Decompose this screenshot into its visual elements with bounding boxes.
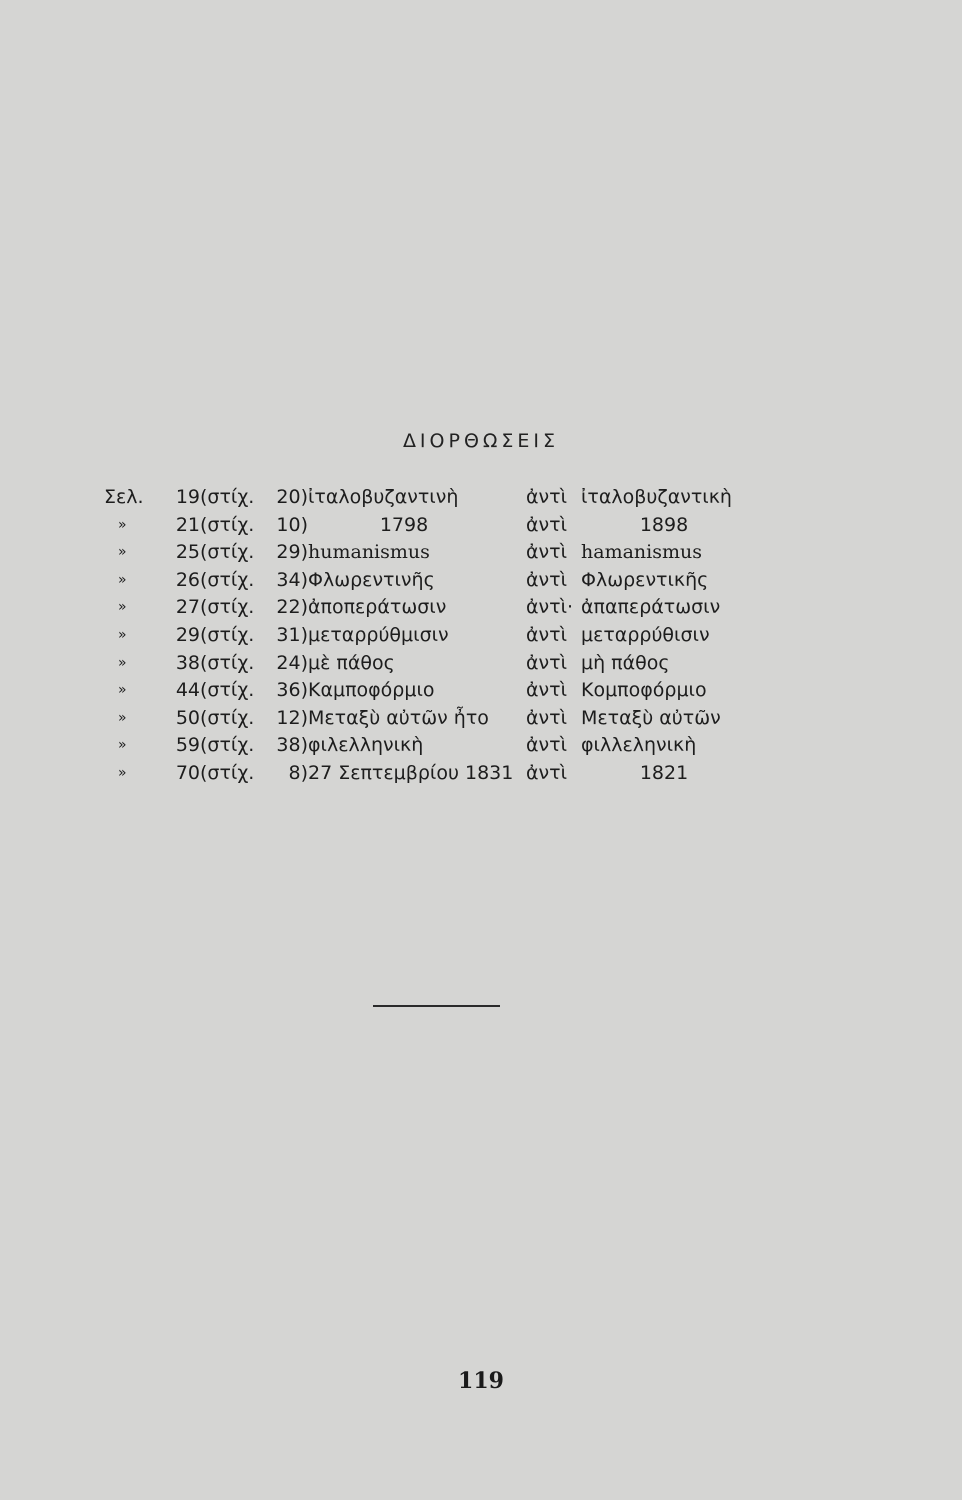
- line-abbrev: (στίχ.: [200, 623, 255, 646]
- correct-text: Κομποφόρμιο: [581, 679, 707, 702]
- ditto-mark: »: [118, 516, 127, 533]
- ditto-mark: »: [118, 544, 127, 561]
- ditto-mark: »: [118, 626, 127, 643]
- instead-of: ἀντὶ: [526, 679, 568, 702]
- line-ref: 31): [276, 623, 308, 646]
- wrong-text: Καμποφόρμιο: [308, 679, 435, 702]
- line-abbrev: (στίχ.: [200, 679, 255, 702]
- correct-text: μεταρρύθισιν: [581, 623, 710, 646]
- page-ref: 70: [175, 761, 200, 784]
- line-abbrev: (στίχ.: [200, 513, 255, 536]
- errata-row: [104, 677, 764, 705]
- wrong-text: Φλωρεντινῆς: [308, 568, 435, 591]
- wrong-text: ἀποπεράτωσιν: [308, 596, 447, 619]
- line-ref: 20): [276, 486, 308, 508]
- wrong-text: ἰταλοβυζαντινὴ: [308, 486, 459, 508]
- page-ref: 38: [175, 651, 200, 674]
- wrong-text: Μεταξὺ αὐτῶν ἦτο: [308, 706, 489, 729]
- wrong-text: 27 Σεπτεμβρίου 1831: [308, 761, 514, 784]
- line-abbrev: (στίχ.: [200, 596, 255, 619]
- correct-text: Φλωρεντικῆς: [581, 568, 709, 591]
- errata-row: [104, 760, 764, 788]
- line-abbrev: (στίχ.: [200, 734, 255, 757]
- wrong-text: μὲ πάθος: [308, 651, 395, 674]
- wrong-text: humanismus: [308, 541, 430, 564]
- line-ref: 34): [276, 568, 308, 591]
- line-abbrev: (στίχ.: [200, 651, 255, 674]
- page-ref: 26: [175, 568, 200, 591]
- errata-row: [104, 512, 764, 540]
- wrong-text: μεταρρύθμισιν: [308, 623, 449, 646]
- errata-row: [104, 539, 764, 567]
- instead-of: ἀντὶ: [526, 761, 568, 784]
- page-ref: 25: [175, 541, 200, 564]
- horizontal-rule: [373, 1005, 500, 1007]
- errata-row: [104, 622, 764, 650]
- instead-of: ἀντὶ: [526, 623, 568, 646]
- line-ref: 10): [276, 513, 308, 536]
- wrong-text: φιλελληνικὴ: [308, 734, 424, 757]
- page-prefix: Σελ.: [104, 486, 144, 508]
- line-abbrev: (στίχ.: [200, 761, 255, 784]
- line-ref: 12): [276, 706, 308, 729]
- instead-of: ἀντὶ: [526, 541, 568, 564]
- page-ref: 27: [175, 596, 200, 619]
- errata-row: [104, 705, 764, 733]
- ditto-mark: »: [118, 599, 127, 616]
- instead-of: ἀντὶ: [526, 486, 568, 508]
- instead-of: ἀντὶ: [526, 568, 568, 591]
- errata-row: [104, 650, 764, 678]
- page-number: 119: [458, 1368, 504, 1394]
- instead-of: ἀντὶ·: [526, 596, 574, 619]
- errata-row: [104, 594, 764, 622]
- correct-text: μὴ πάθος: [581, 651, 670, 674]
- errata-row: [104, 567, 764, 595]
- instead-of: ἀντὶ: [526, 706, 568, 729]
- ditto-mark: »: [118, 709, 127, 726]
- correct-text: ἰταλοβυζαντικὴ: [581, 486, 732, 508]
- instead-of: ἀντὶ: [526, 651, 568, 674]
- errata-row: [104, 484, 764, 512]
- line-ref: 36): [276, 679, 308, 702]
- line-ref: 22): [276, 596, 308, 619]
- line-ref: 29): [276, 541, 308, 564]
- ditto-mark: »: [118, 764, 127, 781]
- correct-text: ἀπαπεράτωσιν: [581, 596, 721, 619]
- errata-list: [104, 484, 764, 788]
- line-abbrev: (στίχ.: [200, 568, 255, 591]
- page-ref: 50: [175, 706, 200, 729]
- line-ref: 8): [288, 761, 308, 784]
- correct-text: Μεταξὺ αὐτῶν: [581, 706, 721, 729]
- instead-of: ἀντὶ: [526, 734, 568, 757]
- page-ref: 21: [175, 513, 200, 536]
- ditto-mark: »: [118, 737, 127, 754]
- line-abbrev: (στίχ.: [200, 541, 255, 564]
- page-ref: 44: [175, 679, 200, 702]
- correct-text: 1898: [639, 513, 689, 536]
- line-abbrev: (στίχ.: [200, 706, 255, 729]
- instead-of: ἀντὶ: [526, 513, 568, 536]
- page-ref: 59: [175, 734, 200, 757]
- page-ref: 29: [175, 623, 200, 646]
- errata-title: ΔΙΟΡΘΩΣΕΙΣ: [402, 430, 560, 452]
- wrong-text: 1798: [379, 513, 429, 536]
- correct-text: 1821: [639, 761, 689, 784]
- page-ref: 19: [175, 486, 200, 508]
- errata-row: [104, 732, 764, 760]
- line-ref: 24): [276, 651, 308, 674]
- ditto-mark: »: [118, 654, 127, 671]
- ditto-mark: »: [118, 682, 127, 699]
- correct-text: φιλλεληνικὴ: [581, 734, 697, 757]
- line-abbrev: (στίχ.: [200, 486, 255, 508]
- line-ref: 38): [276, 734, 308, 757]
- correct-text: hamanismus: [581, 541, 702, 564]
- ditto-mark: »: [118, 571, 127, 588]
